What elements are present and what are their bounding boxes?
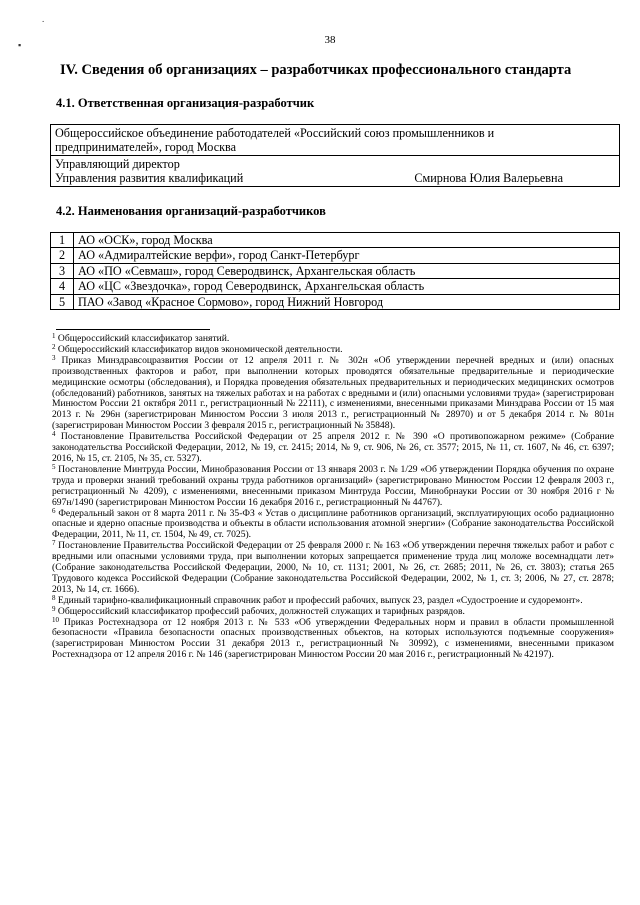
responsible-org-heading: 4.1. Ответственная организация-разработчик (56, 96, 315, 110)
footnote-separator (56, 329, 210, 330)
footnote (52, 615, 615, 662)
org-name: АО «ПО «Севмаш», город Северодвинск, Архангельская область (74, 263, 620, 278)
row-number: 3 (51, 263, 74, 278)
org-name-cell (51, 125, 620, 156)
org-name-line: Общероссийское объединение работодателей «Российский союз промышленников и (55, 126, 495, 140)
footnote-number: 3 (52, 353, 56, 362)
org-name-line: предпринимателей», город Москва (55, 140, 237, 154)
row-number: 5 (51, 294, 74, 309)
footnotes (52, 334, 614, 661)
table-row (51, 263, 620, 278)
page-number: 38 (324, 34, 336, 46)
row-number: 4 (51, 279, 74, 294)
footnote-text: Постановление Минтруда России, Минобразования России от 13 января 2003 г. № 1/29 «Об утверждении Порядка обучения по охране труда и проверки знаний требований охраны труда работников организаций» (зарегистрировано Минюстом России 12 февраля 2003 г., регистрационный № 4209), с изменениями, внесенными приказом Минтруда России, Минобрнауки России от 30 ноября 2016 г № 697н/1490 (зарегистрирован Минюстом России 16 декабря 2016 г., регистрационный № 44767). (52, 463, 614, 508)
footnote-number: 6 (52, 506, 56, 515)
footnote-number: 10 (52, 615, 59, 624)
responsible-org-table (50, 124, 620, 187)
footnote-number: 7 (52, 539, 56, 548)
developer-orgs-heading: 4.2. Наименования организаций-разработчиков (56, 204, 326, 218)
table-row (51, 248, 620, 263)
row-number: 1 (51, 233, 74, 248)
section-title: IV. Сведения об организациях – разработчиках профессионального стандарта (60, 62, 572, 78)
footnote-text: Приказ Минздравсоцразвития России от 12 апреля 2011 г. № 302н «Об утверждении перечней вредных и (или) опасных производственных факторов и работ, при выполнении которых проводятся обязательные предварительные и периодические медицинские осмотры (обследования), и Порядка проведения обязательных предварительных и периодических медицинских осмотров (обследований) работников, занятых на тяжелых работах и на работах с вредными и (или) опасными условиями труда» (зарегистрирован Минюстом России 21 октября 2011 г., регистрационный № 22111), с изменениями, внесенными приказами Минздрава России от 15 мая 2013 г. № 296н (зарегистрирован Минюстом России 3 июля 2013 г., регистрационный № 28970) и от 5 декабря 2014 г. № 801н (зарегистрирован Минюстом России 3 февраля 2015 г., регистрационный № 35848). (52, 354, 614, 432)
footnote-text: Общероссийский классификатор профессий рабочих, должностей служащих и тарифных разрядов. (57, 605, 465, 617)
footnote-text: Федеральный закон от 8 марта 2011 г. № 35-ФЗ « Устав о дисциплине работников организаций, эксплуатирующих особо радиационно опасные и ядерно опасные производства и объекты в области использования атомной энергии» (Собрание законодательства Российской Федерации, 2011, № 11, ст. 1504, № 49, ст. 7025). (52, 507, 614, 541)
footnote (52, 353, 614, 432)
signatory-cell (51, 156, 620, 187)
footnote (52, 462, 614, 509)
developer-orgs-table (50, 232, 620, 310)
footnote-number: 9 (52, 604, 56, 613)
org-name: АО «ЦС «Звездочка», город Северодвинск, Архангельская область (74, 279, 620, 294)
table-row (51, 125, 620, 156)
footnote-text: Приказ Ростехнадзора от 12 ноября 2013 г. № 533 «Об утверждении Федеральных норм и правил в области промышленной безопасности «Правила безопасности опасных производственных объектов, на которых используются подъемные сооружения» (зарегистрирован Минюстом России 31 декабря 2013 г., регистрационный № 30992), с изменениями, внесенными приказом Ростехнадзора от 12 апреля 2016 г. № 146 (зарегистрирован Минюстом России 20 мая 2016 г., регистрационный № 42197). (52, 616, 615, 661)
scan-speck: ▪ (18, 40, 22, 50)
signatory-position: Управляющий директор (55, 157, 180, 171)
footnote-text: Общероссийский классификатор видов экономической деятельности. (57, 343, 343, 355)
table-row (51, 156, 620, 187)
org-name: АО «ОСК», город Москва (74, 233, 620, 248)
row-number: 2 (51, 248, 74, 263)
footnote-text: Постановление Правительства Российской Федерации от 25 февраля 2000 г. № 163 «Об утверждении перечня тяжелых работ и работ с вредными или опасными условиями труда, при выполнении которых запрещается применение труда лиц моложе восемнадцати лет» (Собрание законодательства Российской Федерации, 2000, № 10, ст. 1131; 2001, № 26, ст. 2685; 2011, № 26, ст. 3803); статья 265 Трудового кодекса Российской Федерации (Собрание законодательства Российской Федерации, 2002, № 1, ст. 3; 2006, № 27, ст. 2878; 2013, № 14, ст. 1666). (52, 540, 614, 595)
footnote-text: Общероссийский классификатор занятий. (57, 333, 230, 344)
signatory-person: Смирнова Юлия Валерьевна (414, 171, 563, 185)
footnote-text: Единый тарифно-квалификационный справочник работ и профессий рабочих, выпуск 23, раздел «Судостроение и судоремонт». (57, 594, 583, 606)
footnote-number: 5 (52, 462, 56, 471)
signatory-line (55, 171, 615, 185)
footnote-number: 1 (52, 332, 56, 340)
footnote (52, 432, 614, 465)
scan-speck: . (42, 14, 45, 24)
table-row (51, 294, 620, 309)
footnote-number: 4 (52, 430, 56, 439)
footnote (52, 506, 614, 542)
org-name: АО «Адмиралтейские верфи», город Санкт-Петербург (74, 248, 620, 263)
table-row (51, 279, 620, 294)
footnote (52, 541, 614, 596)
footnote-text: Постановление Правительства Российской Федерации от 25 апреля 2012 г. № 390 «О противопожарном режиме» (Собрание законодательства Российской Федерации, 2012, № 19, ст. 2415; 2014, № 9, ст. 906, № 26, ст. 3577; 2015, № 11, ст. 1607, № 46, ст. 6397; 2016, № 15, ст. 2105, № 35, ст. 5327). (52, 431, 614, 464)
footnote-number: 2 (52, 342, 56, 351)
table-row (51, 233, 620, 248)
org-name: ПАО «Завод «Красное Сормово», город Нижний Новгород (74, 294, 620, 309)
signatory-department: Управления развития квалификаций (55, 171, 244, 185)
footnote-number: 8 (52, 593, 56, 602)
